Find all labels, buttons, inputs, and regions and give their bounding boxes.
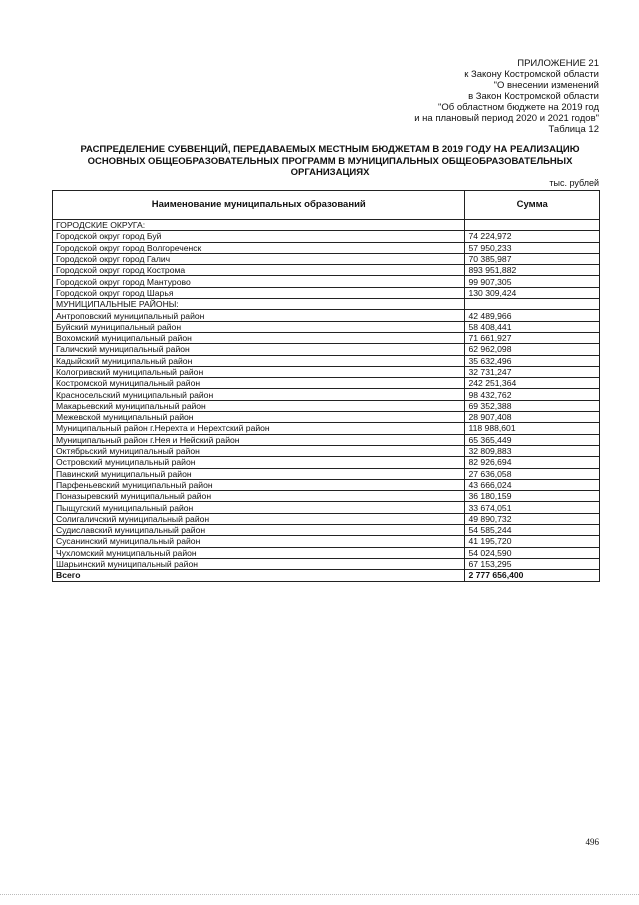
- page-number: 496: [585, 837, 599, 847]
- row-name: Сусанинский муниципальный район: [53, 536, 465, 547]
- row-sum: 32 731,247: [465, 366, 600, 377]
- table-body: [53, 220, 600, 582]
- row-name: Межевской муниципальный район: [53, 412, 465, 423]
- row-name: Костромской муниципальный район: [53, 378, 465, 389]
- table-row: [53, 513, 600, 524]
- table-row: [53, 220, 600, 231]
- row-sum: 2 777 656,400: [465, 570, 600, 581]
- row-sum: 82 926,694: [465, 457, 600, 468]
- row-name: Антроповский муниципальный район: [53, 310, 465, 321]
- row-sum: 118 988,601: [465, 423, 600, 434]
- row-sum: 58 408,441: [465, 321, 600, 332]
- row-sum: [465, 299, 600, 310]
- table-row: [53, 265, 600, 276]
- header-line: к Закону Костромской области: [464, 69, 599, 80]
- document-title: [60, 144, 600, 179]
- row-name: МУНИЦИПАЛЬНЫЕ РАЙОНЫ:: [53, 299, 465, 310]
- row-sum: 33 674,051: [465, 502, 600, 513]
- header-line: "О внесении изменений: [493, 80, 599, 91]
- row-name: Шарьинский муниципальный район: [53, 558, 465, 569]
- row-sum: [465, 220, 600, 231]
- table-row: [53, 310, 600, 321]
- table-row: [53, 457, 600, 468]
- table-row: [53, 332, 600, 343]
- table-row: [53, 276, 600, 287]
- row-name: Павинский муниципальный район: [53, 468, 465, 479]
- row-name: Судиславский муниципальный район: [53, 525, 465, 536]
- header-name: Наименование муниципальных образований: [53, 191, 465, 220]
- header-line: и на плановый период 2020 и 2021 годов": [414, 113, 599, 124]
- row-name: Парфеньевский муниципальный район: [53, 479, 465, 490]
- table-row: [53, 412, 600, 423]
- table-row: [53, 423, 600, 434]
- appendix-header: [414, 58, 599, 135]
- row-sum: 99 907,305: [465, 276, 600, 287]
- table-row: [53, 445, 600, 456]
- row-sum: 71 661,927: [465, 332, 600, 343]
- total-row: [53, 570, 600, 581]
- header-line: Таблица 12: [548, 124, 599, 135]
- header-line: "Об областном бюджете на 2019 год: [438, 102, 599, 113]
- table-row: [53, 344, 600, 355]
- row-sum: 65 365,449: [465, 434, 600, 445]
- scan-edge-divider: [0, 894, 639, 896]
- row-sum: 62 962,098: [465, 344, 600, 355]
- row-sum: 54 585,244: [465, 525, 600, 536]
- row-sum: 54 024,590: [465, 547, 600, 558]
- row-sum: 57 950,233: [465, 242, 600, 253]
- table-row: [53, 231, 600, 242]
- table-row: [53, 355, 600, 366]
- subventions-table: [52, 190, 600, 582]
- row-sum: 70 385,987: [465, 253, 600, 264]
- row-name: Городской округ город Мантурово: [53, 276, 465, 287]
- row-name: Вохомский муниципальный район: [53, 332, 465, 343]
- title-line: ОСНОВНЫХ ОБЩЕОБРАЗОВАТЕЛЬНЫХ ПРОГРАММ В МУНИЦИПАЛЬНЫХ ОБЩЕОБРАЗОВАТЕЛЬНЫХ: [87, 155, 573, 167]
- table-row: [53, 253, 600, 264]
- table-row: [53, 242, 600, 253]
- row-name: Городской округ город Кострома: [53, 265, 465, 276]
- row-sum: 41 195,720: [465, 536, 600, 547]
- row-sum: 35 632,496: [465, 355, 600, 366]
- table-row: [53, 378, 600, 389]
- table-row: [53, 502, 600, 513]
- row-name: Островский муниципальный район: [53, 457, 465, 468]
- row-sum: 98 432,762: [465, 389, 600, 400]
- row-name: Кадыйский муниципальный район: [53, 355, 465, 366]
- row-name: Октябрьский муниципальный район: [53, 445, 465, 456]
- row-name: Чухломский муниципальный район: [53, 547, 465, 558]
- table-row: [53, 468, 600, 479]
- row-name: Пыщугский муниципальный район: [53, 502, 465, 513]
- table-row: [53, 389, 600, 400]
- table-row: [53, 536, 600, 547]
- row-sum: 130 309,424: [465, 287, 600, 298]
- row-name: Всего: [53, 570, 465, 581]
- row-sum: 36 180,159: [465, 491, 600, 502]
- table-row: [53, 400, 600, 411]
- table-row: [53, 491, 600, 502]
- row-name: Солигаличский муниципальный район: [53, 513, 465, 524]
- table-row: [53, 525, 600, 536]
- row-name: Городской округ город Волгореченск: [53, 242, 465, 253]
- row-name: Макарьевский муниципальный район: [53, 400, 465, 411]
- row-sum: 42 489,966: [465, 310, 600, 321]
- table-row: [53, 479, 600, 490]
- row-sum: 242 251,364: [465, 378, 600, 389]
- row-sum: 893 951,882: [465, 265, 600, 276]
- row-name: Галичский муниципальный район: [53, 344, 465, 355]
- header-sum: Сумма: [465, 191, 600, 220]
- row-name: Муниципальный район г.Нея и Нейский район: [53, 434, 465, 445]
- table-row: [53, 321, 600, 332]
- table-row: [53, 299, 600, 310]
- row-sum: 67 153,295: [465, 558, 600, 569]
- table-row: [53, 558, 600, 569]
- row-name: Муниципальный район г.Нерехта и Нерехтский район: [53, 423, 465, 434]
- row-name: Городской округ город Буй: [53, 231, 465, 242]
- row-sum: 69 352,388: [465, 400, 600, 411]
- row-name: Красносельский муниципальный район: [53, 389, 465, 400]
- table-header-row: [53, 191, 600, 220]
- table-row: [53, 366, 600, 377]
- row-sum: 32 809,883: [465, 445, 600, 456]
- row-sum: 27 636,058: [465, 468, 600, 479]
- units-label: тыс. рублей: [549, 178, 599, 188]
- row-sum: 74 224,972: [465, 231, 600, 242]
- row-name: Буйский муниципальный район: [53, 321, 465, 332]
- table-row: [53, 434, 600, 445]
- row-sum: 28 907,408: [465, 412, 600, 423]
- row-name: ГОРОДСКИЕ ОКРУГА:: [53, 220, 465, 231]
- row-name: Городской округ город Шарья: [53, 287, 465, 298]
- row-name: Кологривский муниципальный район: [53, 366, 465, 377]
- row-name: Городской округ город Галич: [53, 253, 465, 264]
- header-line: в Закон Костромской области: [468, 91, 599, 102]
- row-sum: 49 890,732: [465, 513, 600, 524]
- title-line: ОРГАНИЗАЦИЯХ: [290, 167, 370, 178]
- row-sum: 43 666,024: [465, 479, 600, 490]
- table-row: [53, 547, 600, 558]
- row-name: Поназыревский муниципальный район: [53, 491, 465, 502]
- table-row: [53, 287, 600, 298]
- header-line: ПРИЛОЖЕНИЕ 21: [517, 58, 599, 69]
- title-line: РАСПРЕДЕЛЕНИЕ СУБВЕНЦИЙ, ПЕРЕДАВАЕМЫХ МЕСТНЫМ БЮДЖЕТАМ В 2019 ГОДУ НА РЕАЛИЗАЦИЮ: [80, 144, 580, 155]
